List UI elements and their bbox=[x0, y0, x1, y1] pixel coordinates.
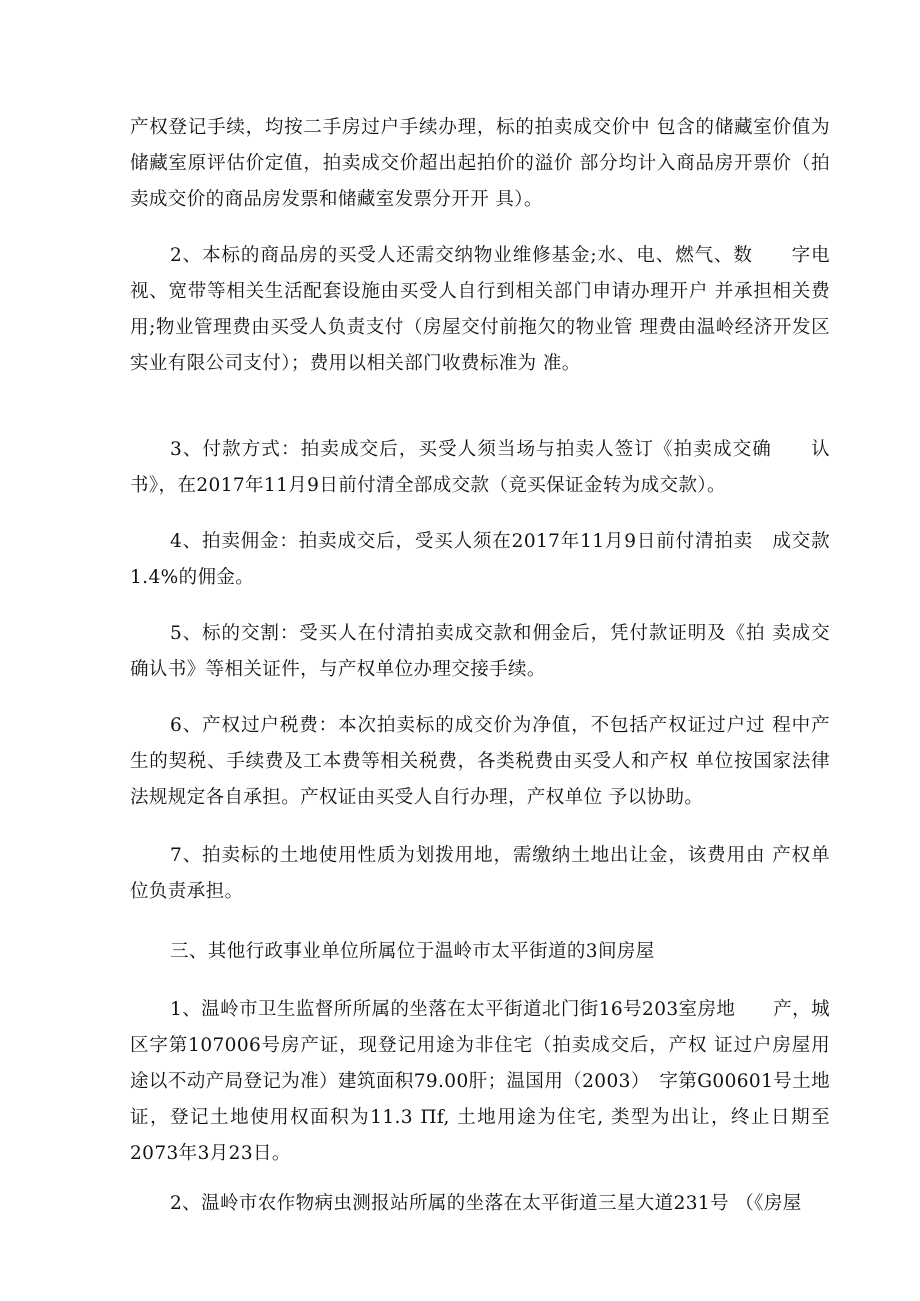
paragraph-section3-item-1: 1、温岭市卫生监督所所属的坐落在太平街道北门街16号203室房地 产，城区字第107006号房产证，现登记用途为非住宅（拍卖成交后，产权 证过户房屋用途以不动产局登记为准）建筑面积79.00肝；温国用（2003） 字第G00601号土地证，登记土地使用权面积为11.3 Пf, 土地用途为住宅, 类型为出让，终止日期至2073年3月23日。 bbox=[130, 999, 830, 1164]
section-heading-three: 三、其他行政事业单位所属位于温岭市太平街道的3间房屋 bbox=[170, 941, 655, 962]
paragraph-section3-item-2: 2、温岭市农作物病虫测报站所属的坐落在太平街道三星大道231号 （《房屋 bbox=[170, 1193, 802, 1214]
paragraph-item-5-handover: 5、标的交割：受买人在付清拍卖成交款和佣金后，凭付款证明及《拍 卖成交确认书》等相关证件，与产权单位办理交接手续。 bbox=[130, 623, 830, 680]
paragraph-item-2-maintenance-fund: 2、本标的商品房的买受人还需交纳物业维修基金;水、电、燃气、数 字电视、宽带等相关生活配套设施由买受人自行到相关部门申请办理开户 并承担相关费用;物业管理费由买受人负责支付（房屋交付前拖欠的物业管 理费由温岭经济开发区实业有限公司支付）；费用以相关部门收费标准为 准。 bbox=[130, 245, 830, 374]
paragraph-item-7-land-use: 7、拍卖标的土地使用性质为划拨用地，需缴纳土地出让金，该费用由 产权单位负责承担。 bbox=[130, 845, 830, 902]
paragraph-item-3-payment-method: 3、付款方式：拍卖成交后，买受人须当场与拍卖人签订《拍卖成交确 认书》，在2017年11月9日前付清全部成交款（竞买保证金转为成交款）。 bbox=[130, 439, 830, 496]
paragraph-item-6-transfer-taxes: 6、产权过户税费：本次拍卖标的成交价为净值，不包括产权证过户过 程中产生的契税、手续费及工本费等相关税费，各类税费由买受人和产权 单位按国家法律法规规定各自承担。产权证由买受人自行办理，产权单位 予以协助。 bbox=[130, 715, 830, 808]
paragraph-continuation-title-transfer: 产权登记手续，均按二手房过户手续办理，标的拍卖成交价中 包含的储藏室价值为储藏室原评估价定值，拍卖成交价超出起拍价的溢价 部分均计入商品房开票价（拍卖成交价的商品房发票和储藏室发票分开开 具）。 bbox=[130, 117, 830, 210]
paragraph-item-4-commission: 4、拍卖佣金：拍卖成交后，受买人须在2017年11月9日前付清拍卖 成交款1.4%的佣金。 bbox=[130, 531, 830, 588]
